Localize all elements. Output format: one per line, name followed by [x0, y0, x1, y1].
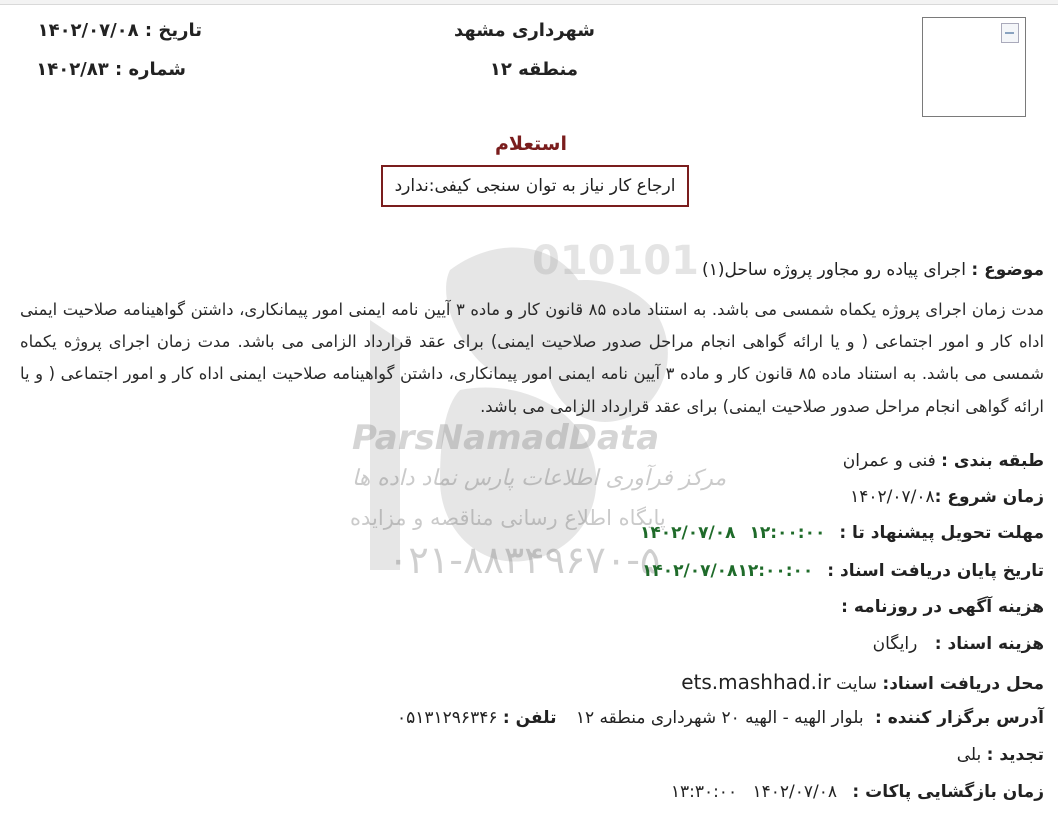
renewal-value: بلی	[956, 745, 982, 765]
doc-cost-value: رایگان	[872, 634, 918, 654]
doc-deadline-row	[642, 561, 1044, 581]
page-title: استعلام	[494, 133, 567, 155]
subject-label: موضوع :	[971, 260, 1044, 280]
opening-label: زمان بازگشایی پاکات :	[852, 782, 1044, 802]
watermark-digits: 010101	[532, 238, 699, 284]
date-row	[38, 20, 202, 41]
opening-row	[671, 782, 1044, 802]
date-value: ۱۴۰۲/۰۷/۰۸	[37, 20, 139, 41]
region-name: منطقه ۱۲	[489, 59, 578, 80]
doc-place-link[interactable]: ets.mashhad.ir	[681, 670, 831, 694]
date-label: تاریخ :	[144, 20, 202, 41]
start-label: زمان شروع :	[934, 487, 1044, 507]
proposal-deadline-label: مهلت تحویل پیشنهاد تا :	[839, 523, 1044, 543]
watermark-phone: ۰۲۱-۸۸۳۴۹۶۷۰-۵	[388, 538, 661, 582]
address-row	[397, 708, 1044, 728]
description-paragraph: مدت زمان اجرای پروژه یکماه شمسی می باشد. به استناد ماده ۸۵ قانون کار و ماده ۳ آیین نامه ایمنی امور پیمانکاری، داشتن گواهینامه صلاحیت ایمنی اداه کار و امور اجتماعی ( و یا ارائه گواهی انجام مراحل صدور صلاحیت ایمنی) برای عقد قرارداد الزامی می باشد. مدت زمان اجرای پروژه یکماه شمسی می باشد. به استناد ماده ۸۵ قانون کار و ماده ۳ آیین نامه ایمنی امور پیمانکاری، داشتن گواهینامه صلاحیت ایمنی اداه کار و امور اجتماعی ( و یا ارائه گواهی انجام مراحل صدور صلاحیت ایمنی) برای عقد قرارداد الزامی می باشد.	[20, 300, 1045, 416]
category-value: فنی و عمران	[842, 451, 936, 471]
start-row	[850, 487, 1044, 507]
address-value: بلوار الهیه - الهیه ۲۰ شهرداری منطقه ۱۲	[575, 708, 864, 728]
category-row	[843, 451, 1044, 471]
category-label: طبقه بندی :	[941, 451, 1044, 471]
ad-cost-row	[841, 597, 1044, 617]
doc-place-label: محل دریافت اسناد:	[882, 674, 1044, 694]
phone-value: ۰۵۱۳۱۲۹۶۳۴۶	[397, 708, 498, 728]
watermark-line2: پایگاه اطلاع رسانی مناقصه و مزایده	[350, 506, 666, 530]
number-value: ۱۴۰۲/۸۳	[36, 59, 109, 80]
doc-deadline-time: ۱۲:۰۰:۰۰	[737, 561, 814, 581]
address-label: آدرس برگزار کننده :	[874, 708, 1044, 728]
proposal-deadline-date: ۱۴۰۲/۰۷/۰۸	[640, 523, 736, 543]
doc-deadline-date: ۱۴۰۲/۰۷/۰۸	[642, 561, 738, 581]
org-name: شهرداری مشهد	[453, 20, 595, 41]
renewal-label: تجدید :	[986, 745, 1044, 765]
watermark-brand: ParsNamadData	[352, 418, 660, 458]
doc-place-row	[681, 670, 1044, 694]
start-value: ۱۴۰۲/۰۷/۰۸	[850, 487, 935, 507]
number-row	[36, 59, 186, 80]
ad-cost-label: هزینه آگهی در روزنامه :	[841, 597, 1044, 617]
proposal-deadline-row	[640, 523, 1044, 543]
browser-toolbar-strip	[0, 0, 1058, 5]
quality-assessment-note-text: ارجاع کار نیاز به توان سنجی کیفی:ندارد	[394, 176, 676, 196]
doc-place-prefix: سایت	[836, 674, 877, 694]
number-label: شماره :	[115, 59, 186, 80]
quality-assessment-note	[381, 165, 689, 207]
phone-label: تلفن :	[502, 708, 557, 728]
opening-time: ۱۳:۳۰:۰۰	[670, 782, 738, 802]
logo-placeholder	[922, 17, 1026, 117]
broken-image-icon	[1001, 23, 1019, 43]
opening-date: ۱۴۰۲/۰۷/۰۸	[752, 782, 837, 802]
subject-row	[702, 260, 1044, 280]
proposal-deadline-time: ۱۲:۰۰:۰۰	[749, 523, 826, 543]
doc-deadline-label: تاریخ پایان دریافت اسناد :	[827, 561, 1044, 581]
doc-cost-row	[873, 634, 1044, 654]
doc-cost-label: هزینه اسناد :	[934, 634, 1044, 654]
watermark-line1: مرکز فرآوری اطلاعات پارس نماد داده ها	[352, 466, 727, 491]
subject-value: اجرای پیاده رو مجاور پروژه ساحل(۱)	[702, 260, 966, 280]
renewal-row	[957, 745, 1044, 765]
